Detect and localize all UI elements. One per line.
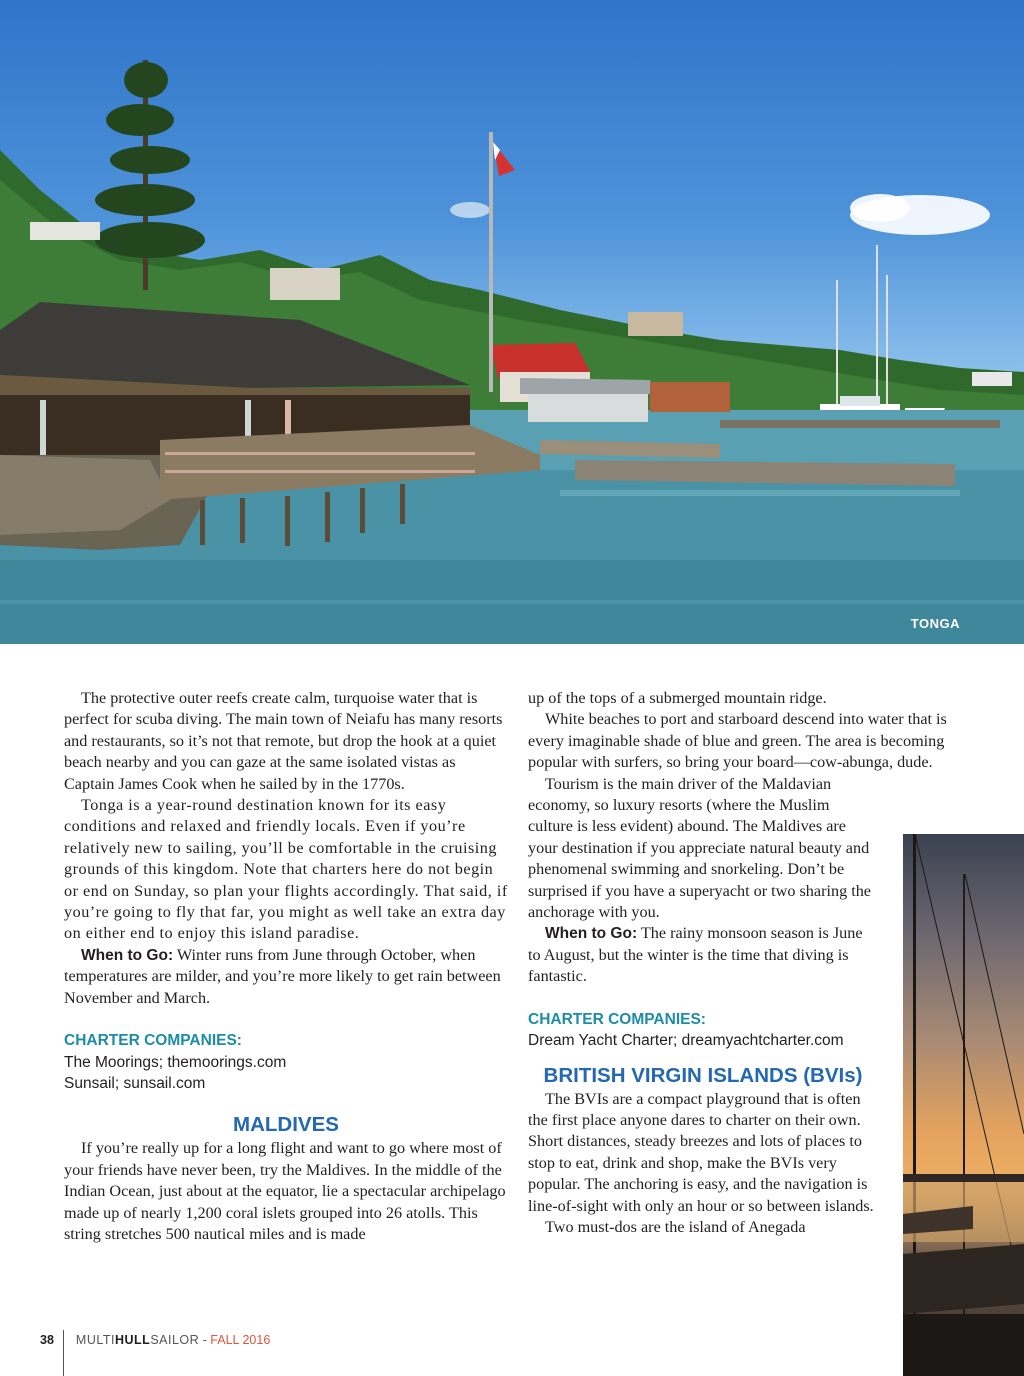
bvi-paragraph-1: The BVIs are a compact playground that is often the first place anyone dares to charter on their own. Short distances, steady breezes and lots of places to stop to eat, drink and shop, make the BVIs very popular. The anchoring is easy, and the navigation is line-of-sight with only an hour or so between islands. <box>528 1089 874 1215</box>
page-footer <box>40 1333 270 1347</box>
maldives-paragraph-2: White beaches to port and starboard descend into water that is every imaginable shade of blue and green. The area is becoming popular with surfers, so bring your board—cow-abunga, dude. <box>528 710 947 772</box>
maldives-heading: MALDIVES <box>233 1113 339 1137</box>
photo-caption: TONGA <box>910 616 960 631</box>
tonga-harbor-photo <box>0 0 1024 644</box>
tonga-when-to-go <box>64 945 508 1009</box>
magazine-name-prefix: MULTI <box>75 1333 115 1347</box>
magazine-name <box>76 1333 199 1347</box>
bvi-paragraph-2: Two must-dos are the island of Anegada <box>545 1217 806 1236</box>
tonga-paragraph-1: The protective outer reefs create calm, turquoise water that is perfect for scuba diving. The main town of Neiafu has many resorts and restaurants, so it’s not that remote, but drop the hook at a quiet beach nearby and you can gaze at the same isolated vistas as Captain James Cook when he sailed by in the 1770s. <box>64 689 503 793</box>
maldives-paragraph-1-continued: up of the tops of a submerged mountain ridge. <box>528 689 827 707</box>
charter-company-moorings: The Moorings; themoorings.com <box>64 1053 287 1071</box>
issue-date: FALL 2016 <box>210 1333 271 1347</box>
charter-companies-heading: CHARTER COMPANIES: <box>528 1010 706 1028</box>
magazine-name-bold: HULL <box>114 1333 151 1347</box>
bvi-heading: BRITISH VIRGIN ISLANDS (BVIs) <box>543 1063 863 1087</box>
page-number: 38 <box>40 1333 54 1347</box>
tonga-harbor-illustration <box>0 0 1024 644</box>
maldives-when-to-go <box>528 923 878 987</box>
charter-company-dream-yacht: Dream Yacht Charter; dreamyachtcharter.com <box>528 1032 844 1050</box>
when-to-go-text: Winter runs from June through October, when temperatures are milder, and you’re more likely to get rain between November and March. <box>64 945 501 1007</box>
right-text-column <box>528 688 968 1238</box>
charter-company-sunsail: Sunsail; sunsail.com <box>64 1074 206 1092</box>
maldives-paragraph-3: Tourism is the main driver of the Maldavian economy, so luxury resorts (where the Muslim culture is less evident) abound. The Maldives are your destination if you appreciate natural beauty and phenomenal swimming and snorkeling. Don’t be surprised if you have a superyacht or two sharing the anchorage with you. <box>528 774 871 922</box>
charter-companies-heading: CHARTER COMPANIES: <box>64 1032 242 1050</box>
when-to-go-label: When to Go: <box>545 925 638 943</box>
footer-separator: - <box>199 1333 211 1347</box>
magazine-name-suffix: SAILOR <box>150 1333 200 1347</box>
left-text-column <box>64 688 508 1245</box>
when-to-go-label: When to Go: <box>81 946 174 964</box>
maldives-paragraph-1: If you’re really up for a long flight and want to go where most of your friends have never been, try the Maldives. In the middle of the Indian Ocean, just about at the equator, lie a spectacular archipelago made up of nearly 1,200 coral islets grouped into 26 atolls. This string stretches 500 nautical miles and is made <box>64 1139 506 1243</box>
when-to-go-text: The rainy monsoon season is June to August, but the winter is the time that diving is fantastic. <box>528 924 863 986</box>
tonga-paragraph-2: Tonga is a year-round destination known for its easy conditions and relaxed and friendly locals. Even if you’re relatively new to sailing, you’ll be comfortable in the cruising grounds of this kingdom. Note that charters here do not begin or end on Sunday, so plan your flights accordingly. That said, if you’re going to fly that far, you might as well take an extra day on either end to enjoy this island paradise. <box>64 796 508 943</box>
